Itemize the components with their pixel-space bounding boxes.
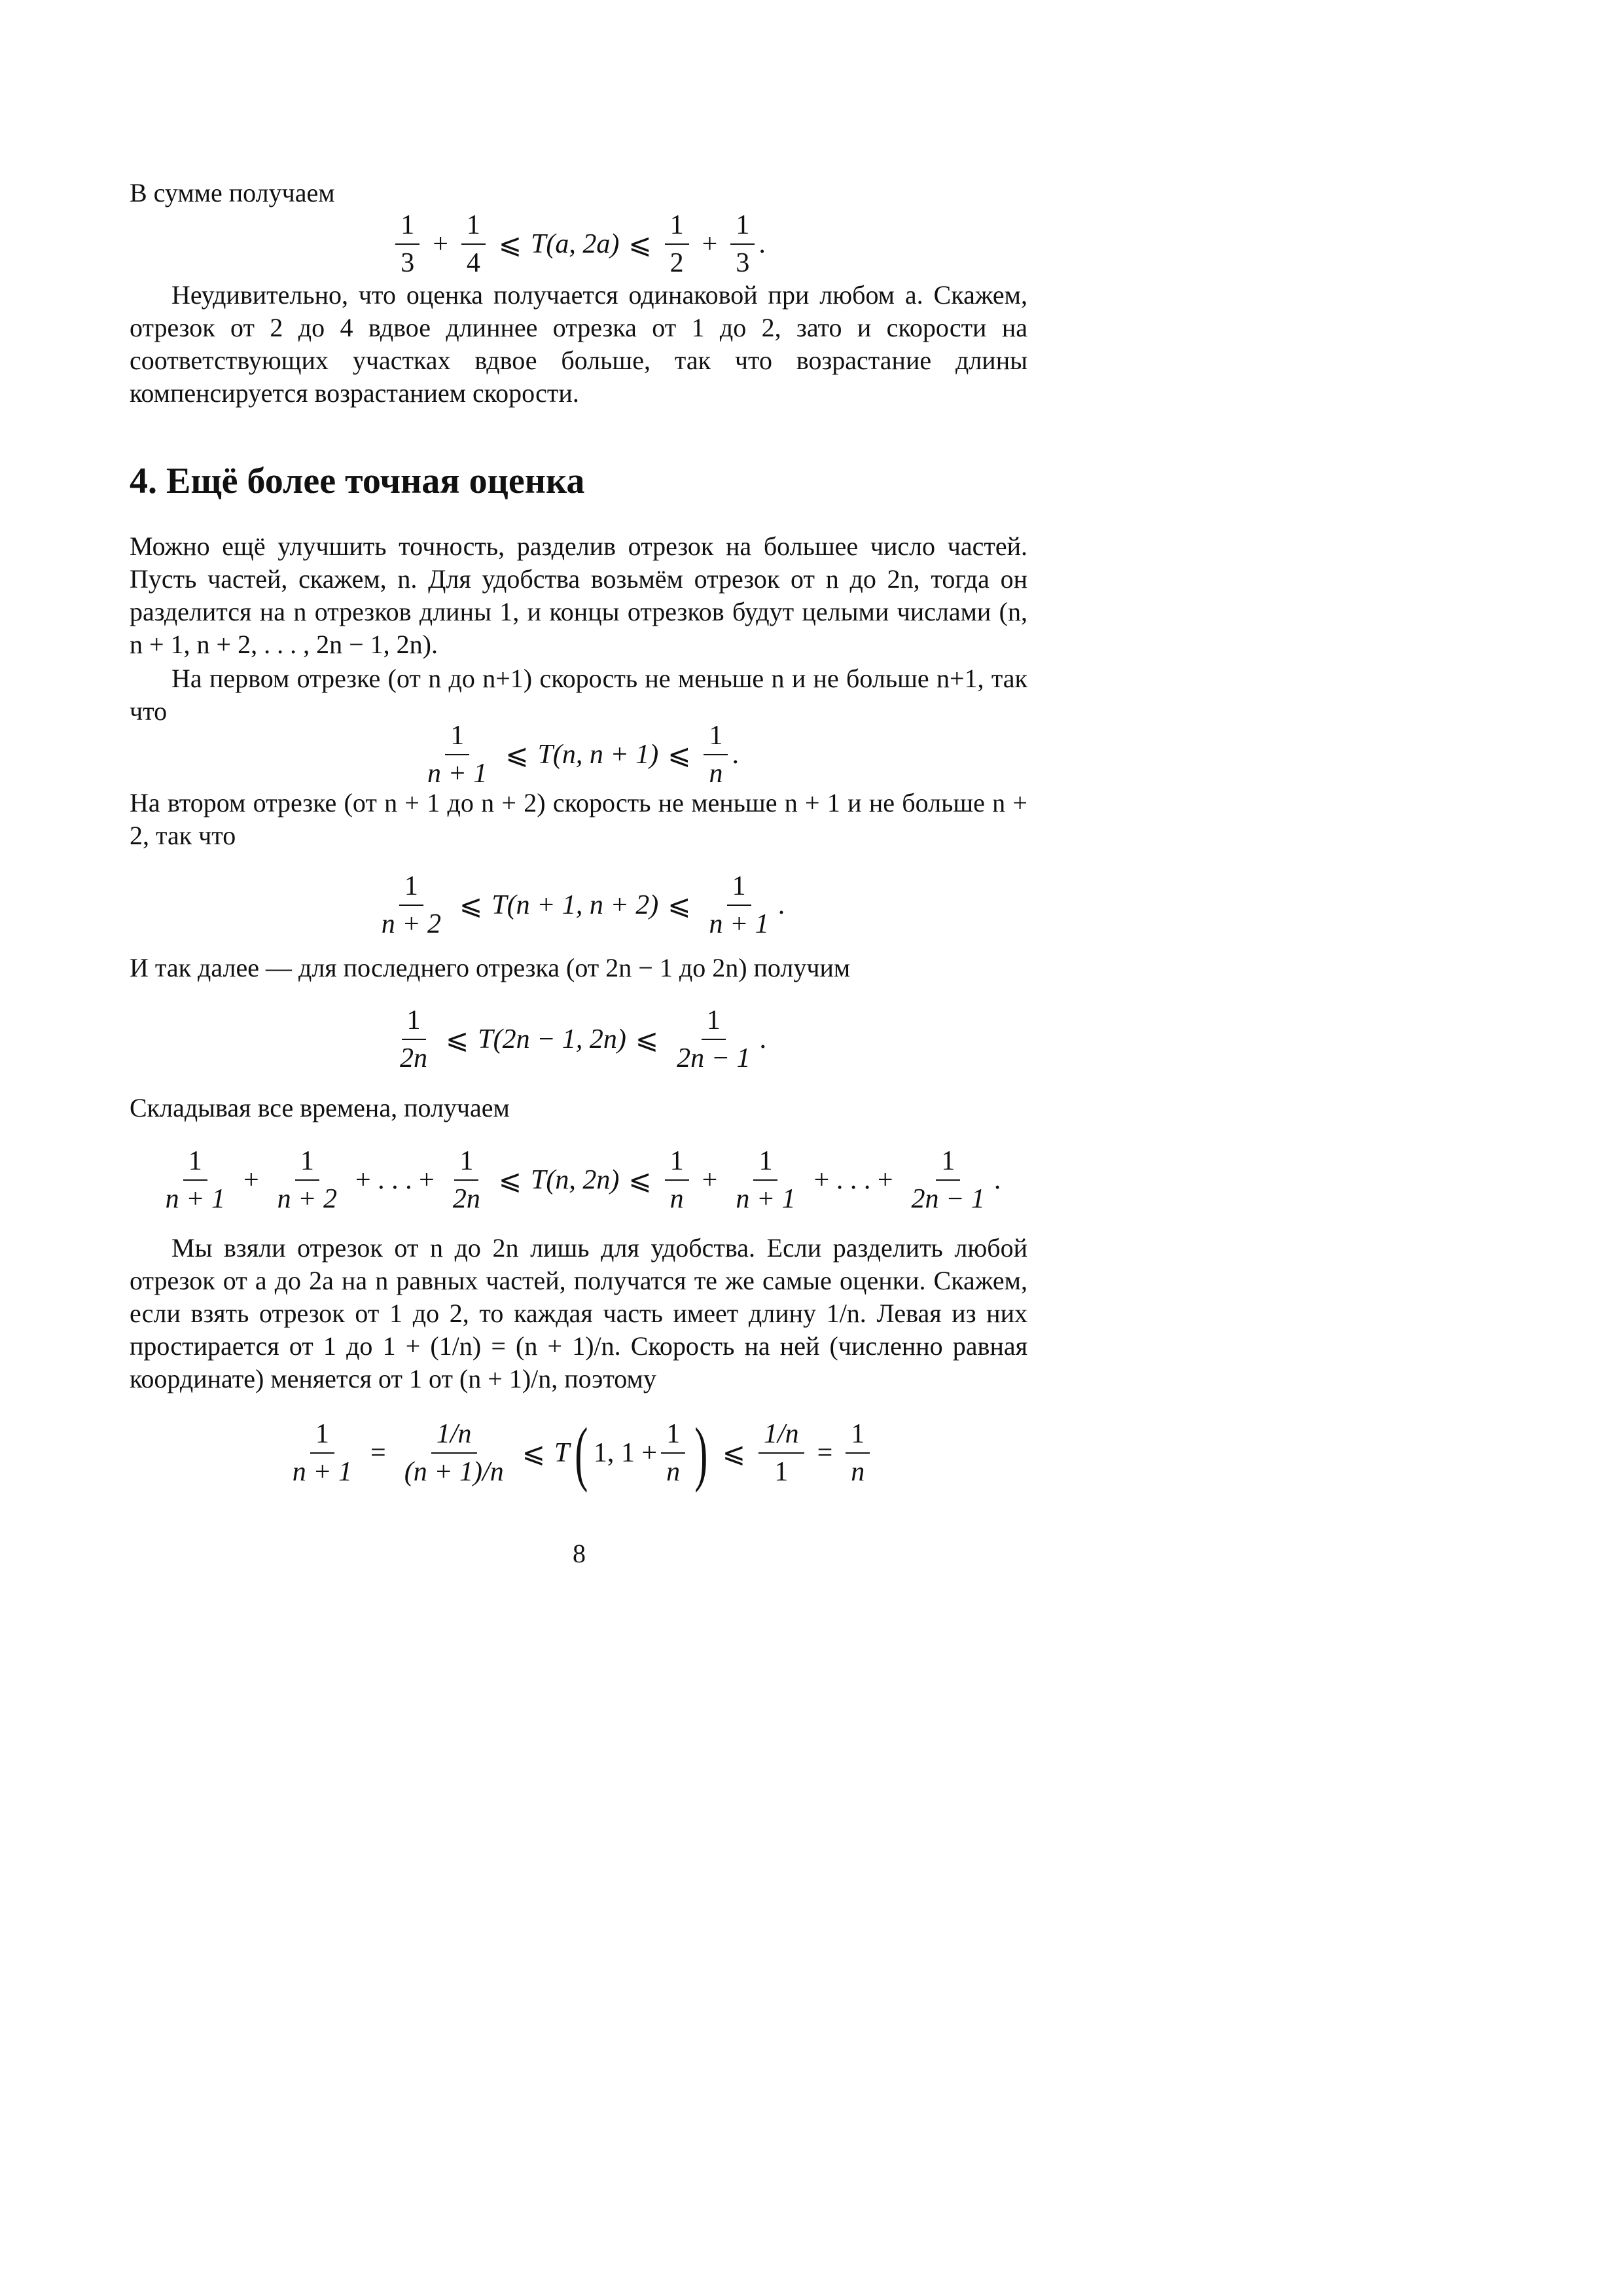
- first-segment-paragraph: На первом отрезке (от n до n+1) скорость не меньше n и не больше n+1, так что: [130, 664, 1027, 726]
- fraction: $\frac{1}{2n - 1}$: [911, 1146, 985, 1214]
- remark-paragraph: Неудивительно, что оценка получается одинаковой при любом a. Скажем, отрезок от 2 до 4 вдвое длиннее отрезка от 1 до 2, зато и скорости на соответствующих участках вдвое больше, так что возрастание длины компенсируется возрастанием скорости.: [130, 280, 1027, 408]
- section-heading: 4. Ещё более точная оценка: [130, 461, 585, 501]
- fraction: $\frac{1}{n + 1}$: [427, 721, 488, 789]
- fraction: $\frac{1}{n + 1}$: [165, 1146, 225, 1214]
- fraction: $\frac{1/n}{(n + 1)/n}$: [404, 1419, 504, 1487]
- fraction: $\frac{1}{3}$: [395, 209, 419, 279]
- section-paragraph: Можно ещё улучшить точность, разделив отрезок на большее число частей. Пусть частей, скажем, n. Для удобства возьмём отрезок от n до 2n, тогда он разделится на n отрезков длины 1, и концы отрезков будут целыми числами (n, n + 1, n + 2, . . . , 2n − 1, 2n).: [130, 531, 1027, 659]
- fraction: $\frac{1}{n}$: [661, 1418, 685, 1488]
- fraction: $\frac{1}{4}$: [461, 209, 486, 279]
- fraction: $\frac{1/n}{1}$: [758, 1418, 804, 1488]
- fraction: $\frac{1}{n + 1}$: [709, 871, 769, 939]
- equation-sum-estimate: $\frac{1}{3}$ + $\frac{1}{4}$ ⩽ T(a, 2a) ⩽ $\frac{1}{2}$ + $\frac{1}{3}$ .: [130, 209, 1027, 279]
- equation-first-segment: $\frac{1}{n + 1}$ ⩽ T(n, n + 1) ⩽ $\frac{1}{n}$ .: [130, 720, 1027, 789]
- fraction: $\frac{1}{2n}$: [400, 1005, 428, 1073]
- right-paren: ): [694, 1413, 708, 1493]
- general-paragraph: Мы взяли отрезок от n до 2n лишь для удобства. Если разделить любой отрезок от a до 2a на n равных частей, получатся те же самые оценки. Скажем, если взять отрезок от 1 до 2, то каждая часть имеет длину 1/n. Левая из них простирается от 1 до 1 + (1/n) = (n + 1)/n. Скорость на ней (численно равная координате) меняется от 1 от (n + 1)/n, поэтому: [130, 1233, 1027, 1393]
- page-number: 8: [573, 1539, 586, 1568]
- fraction: $\frac{1}{n}$: [846, 1418, 870, 1488]
- equation-total-time: $\frac{1}{n + 1}$ + $\frac{1}{n + 2}$ + . . . + $\frac{1}{2n}$ ⩽ T(n, 2n) ⩽ $\frac{1}{n}$ + $\frac{1}{n + 1}$ + . . . + $\frac{1}{2n - 1}$ .: [130, 1145, 1027, 1215]
- fraction: $\frac{1}{2n}$: [452, 1146, 480, 1214]
- intro-paragraph: В сумме получаем: [130, 178, 335, 207]
- fraction: $\frac{1}{3}$: [730, 209, 755, 279]
- left-paren: (: [575, 1413, 588, 1493]
- fraction: $\frac{1}{n}$: [704, 720, 728, 789]
- sum-paragraph: Складывая все времена, получаем: [130, 1093, 510, 1122]
- equation-second-segment: $\frac{1}{n + 2}$ ⩽ T(n + 1, n + 2) ⩽ $\frac{1}{n + 1}$ .: [130, 870, 1027, 940]
- fraction: $\frac{1}{2n - 1}$: [677, 1005, 751, 1073]
- fraction: $\frac{1}{n + 1}$: [292, 1419, 353, 1487]
- fraction: $\frac{1}{n + 2}$: [277, 1146, 337, 1214]
- fraction: $\frac{1}{2}$: [665, 209, 689, 279]
- equation-general-segment: $\frac{1}{n + 1}$ = $\frac{1/n}{(n + 1)/n}$ ⩽ T ( 1, 1 + $\frac{1}{n}$ ) ⩽ $\frac{1/n}{1}$ = $\frac{1}{n}$: [130, 1417, 1027, 1489]
- fraction: $\frac{1}{n}$: [665, 1145, 689, 1215]
- equation-last-segment: $\frac{1}{2n}$ ⩽ T(2n − 1, 2n) ⩽ $\frac{1}{2n - 1}$ .: [130, 1005, 1027, 1074]
- fraction: $\frac{1}{n + 1}$: [736, 1146, 796, 1214]
- last-segment-paragraph: И так далее — для последнего отрезка (от 2n − 1 до 2n) получим: [130, 953, 851, 982]
- second-segment-paragraph: На втором отрезке (от n + 1 до n + 2) скорость не меньше n + 1 и не больше n + 2, так что: [130, 788, 1027, 850]
- fraction: $\frac{1}{n + 2}$: [381, 871, 442, 939]
